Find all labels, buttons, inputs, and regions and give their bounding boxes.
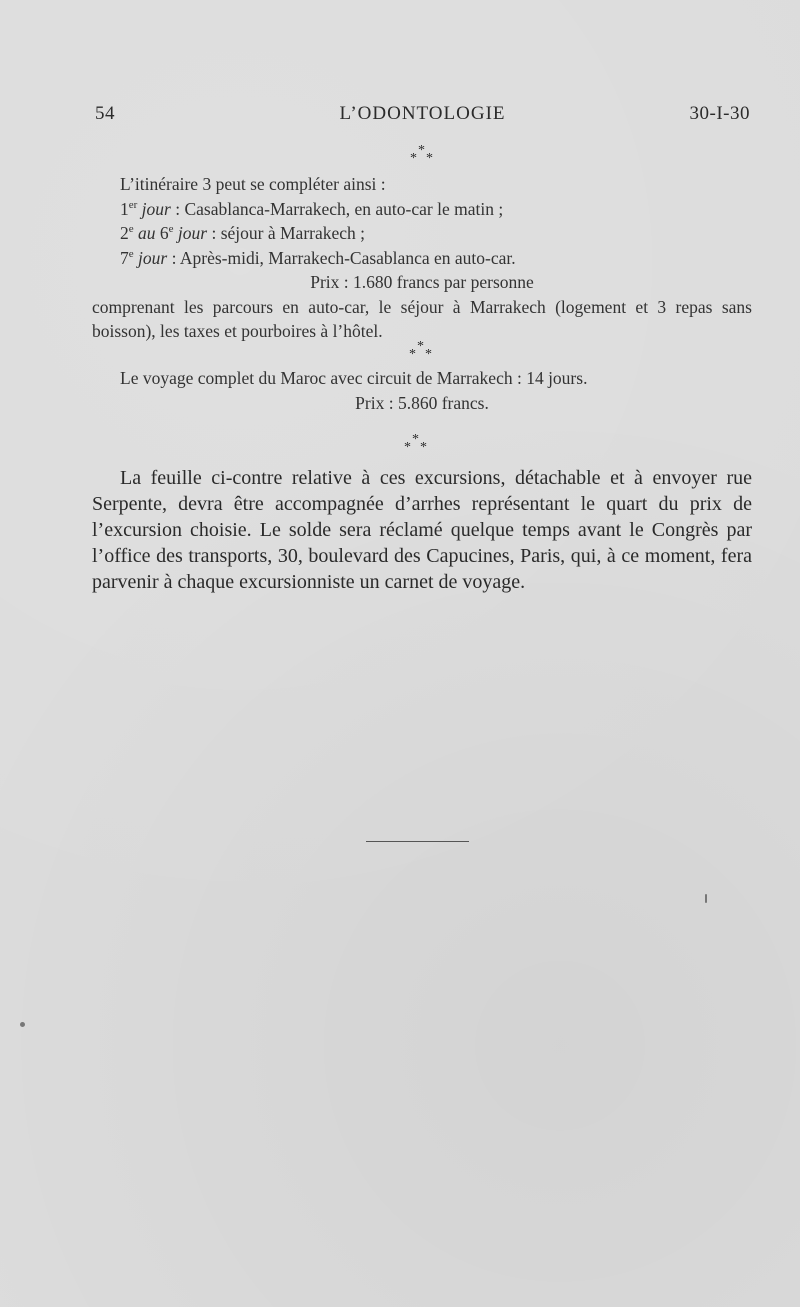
itinerary-price: Prix : 1.680 francs par personne [310,272,534,292]
running-header [95,103,750,129]
day-word: jour [141,198,171,219]
ordinal-suffix: e [168,223,174,236]
day-number: 7 [120,247,129,268]
end-rule [366,841,469,842]
print-speck [20,1022,25,1027]
itinerary-day-1 [92,197,752,222]
itinerary-intro: L’itinéraire 3 peut se compléter ainsi : [120,174,386,194]
running-title: L’ODONTOLOGIE [339,103,506,124]
range-word: au [138,223,156,243]
asterism-star: * [426,151,433,166]
print-speck [705,894,707,903]
asterism-star: * [409,347,416,362]
itinerary-includes: comprenant les parcours en auto-car, le séjour à Marrakech (logement et 3 repas sans boisson), les taxes et pourboires à l’hôtel. [92,296,752,341]
itinerary-section [92,172,752,344]
day-number: 1 [120,198,129,219]
day-description: : séjour à Marrakech ; [207,223,366,243]
full-tour-price: Prix : 5.860 francs. [355,392,489,413]
day-description: : Après-midi, Marrakech-Casablanca en auto-car. [167,247,516,268]
itinerary-days-2-6 [92,221,752,246]
itinerary-day-7 [92,246,752,271]
asterism-divider [404,144,444,166]
asterism-star: * [417,339,424,354]
issue-date: 30-I-30 [689,103,750,124]
asterism-star: * [404,440,411,455]
booking-paragraph-section [92,465,752,595]
page-number: 54 [95,103,115,124]
day-number: 6 [159,223,169,243]
asterism-divider [398,433,438,455]
ordinal-suffix: e [128,247,134,260]
asterism-divider [403,340,443,362]
day-word: jour [177,223,208,243]
ordinal-suffix: e [128,223,134,236]
full-tour-line: Le voyage complet du Maroc avec circuit de Marrakech : 14 jours. [120,368,588,388]
asterism-star: * [412,432,419,447]
asterism-star: * [425,347,432,362]
asterism-star: * [420,440,427,455]
day-description: : Casablanca-Marrakech, en auto-car le matin ; [170,198,504,219]
full-tour-section [92,366,752,415]
day-word: jour [138,247,168,268]
day-number: 2 [120,223,129,243]
asterism-star: * [418,143,425,158]
booking-paragraph: La feuille ci-contre relative à ces excursions, détachable et à envoyer rue Serpente, devra être accompagnée d’arrhes représentant le quart du prix de l’excursion choisie. Le solde sera réclamé quelque temps avant le Congrès par l’office des transports, 30, boulevard des Capucines, Paris, qui, à ce moment, fera parvenir à chaque excursionniste un carnet de voyage. [92,467,752,593]
asterism-star: * [410,151,417,166]
ordinal-suffix: er [128,198,138,211]
